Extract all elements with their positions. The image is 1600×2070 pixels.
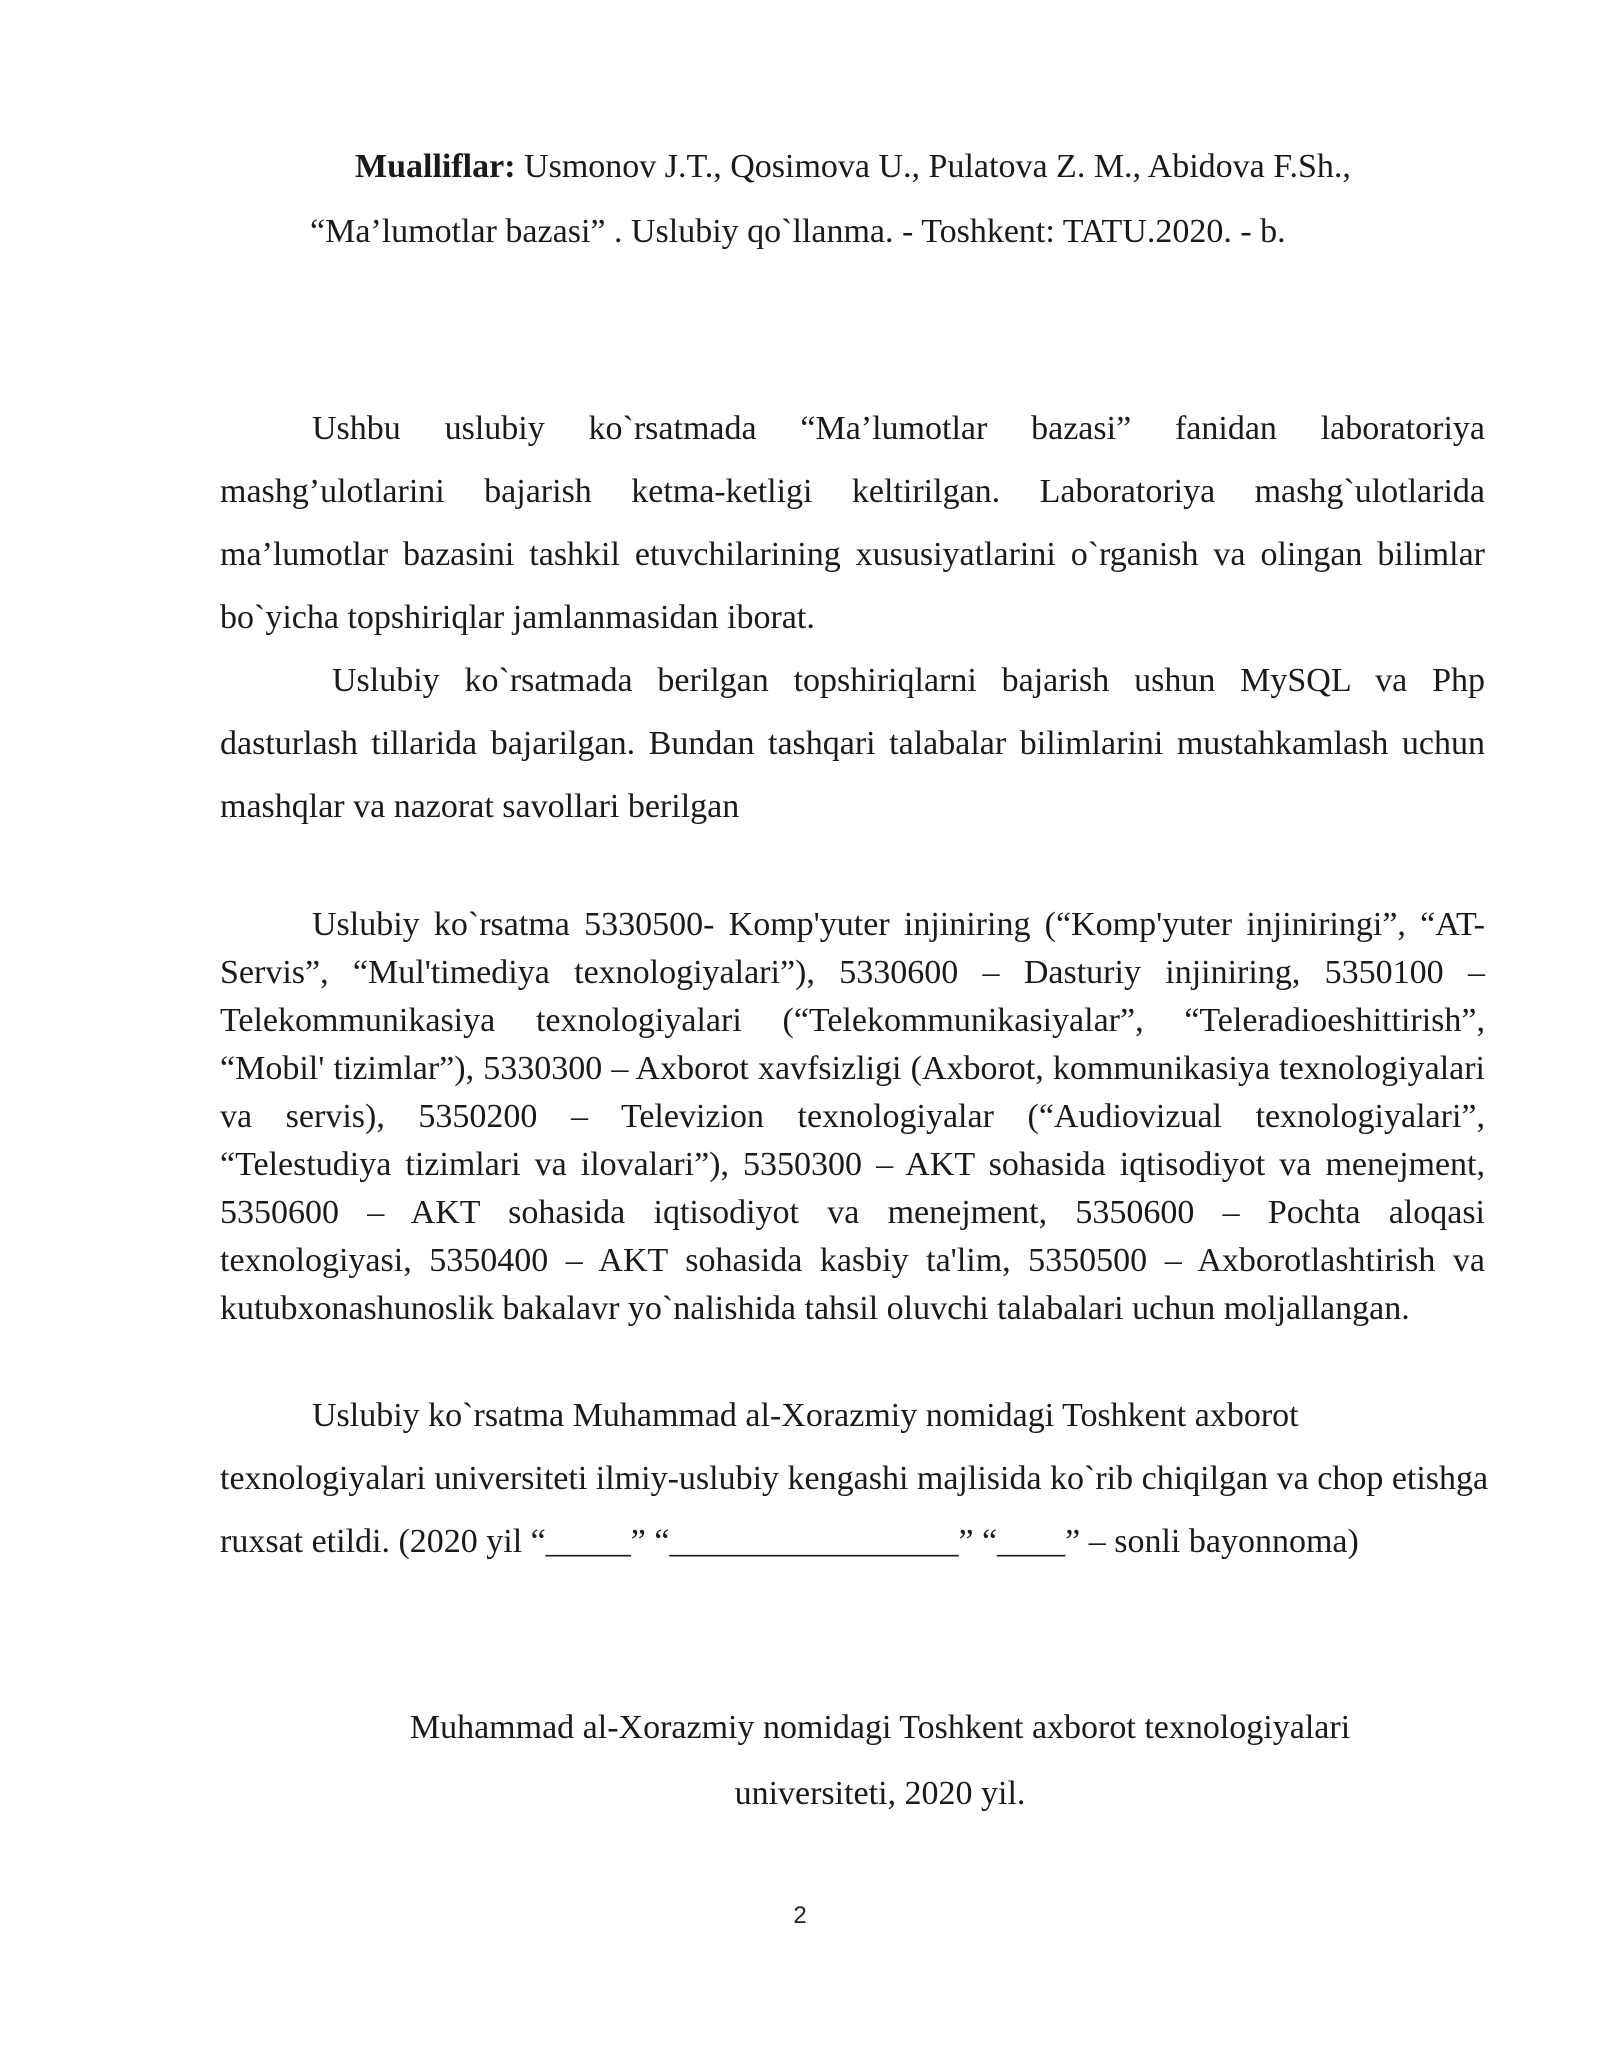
authors-line xyxy=(355,148,1351,186)
authors-label: Mualliflar: xyxy=(355,148,516,185)
page-number: 2 xyxy=(793,1902,807,1929)
paragraph-tools: Uslubiy ko`rsatmada berilgan topshiriqlarni bajarish ushun MySQL va Php dasturlash tillarida bajarilgan. Bundan tashqari talabalar bilimlarini mustahkamlash uchun mashqlar va nazorat savollari berilgan xyxy=(220,662,1485,825)
authors-names: Usmonov J.T., Qosimova U., Pulatova Z. M., Abidova F.Sh., xyxy=(515,148,1351,185)
paragraph-specialties: Uslubiy ko`rsatma 5330500- Komp'yuter injiniring (“Komp'yuter injiniringi”, “AT-Servis”, “Mul'timediya texnologiyalari”), 5330600 – Dasturiy injiniring, 5350100 – Telekommunikasiya texnologiyalari (“Telekommunikasiyalar”, “Teleradioeshittirish”, “Mobil' tizimlar”), 5330300 – Axborot xavfsizligi (Axborot, kommunikasiya texnologiyalari va servis), 5350200 – Televizion texnologiyalar (“Audiovizual texnologiyalari”, “Telestudiya tizimlari va ilovalari”), 5350300 – AKT sohasida iqtisodiyot va menejment, 5350600 – AKT sohasida iqtisodiyot va menejment, 5350600 – Pochta aloqasi texnologiyasi, 5350400 – AKT sohasida kasbiy ta'lim, 5350500 – Axborotlashtirish va kutubxonashunoslik bakalavr yo`nalishida tahsil oluvchi talabalari uchun moljallangan. xyxy=(220,906,1485,1327)
citation-line: “Ma’lumotlar bazasi” . Uslubiy qo`llanma. - Toshkent: TATU.2020. - b. xyxy=(310,213,1286,250)
paragraph-intro: Ushbu uslubiy ko`rsatmada “Ma’lumotlar bazasi” fanidan laboratoriya mashg’ulotlarini bajarish ketma-ketligi keltirilgan. Laboratoriya mashg`ulotlarida ma’lumotlar bazasini tashkil etuvchilarining xususiyatlarini o`rganish va olingan bilimlar bo`yicha topshiriqlar jamlanmasidan iborat. xyxy=(220,410,1485,636)
publisher-footer xyxy=(330,1695,1430,1827)
footer-line-2: universiteti, 2020 yil. xyxy=(734,1775,1026,1812)
paragraph-approval: Uslubiy ko`rsatma Muhammad al-Xorazmiy nomidagi Toshkent axborot texnologiyalari universiteti ilmiy-uslubiy kengashi majlisida ko`rib chiqilgan va chop etishga ruxsat etildi. (2020 yil “_____” “_________________” “____” – sonli bayonnoma) xyxy=(220,1397,1489,1560)
footer-line-1: Muhammad al-Xorazmiy nomidagi Toshkent axborot texnologiyalari xyxy=(409,1709,1351,1746)
